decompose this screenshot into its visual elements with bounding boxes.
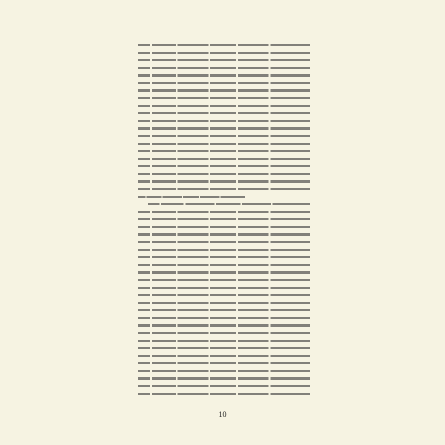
text-line — [138, 347, 310, 349]
text-line — [138, 135, 310, 137]
text-line — [138, 233, 310, 235]
text-line — [138, 324, 310, 326]
text-line — [138, 67, 310, 69]
text-line — [138, 158, 310, 160]
text-line — [138, 165, 310, 167]
text-line — [138, 264, 310, 266]
text-line — [138, 127, 310, 129]
text-line — [138, 150, 310, 152]
text-line — [138, 226, 310, 228]
text-line — [138, 188, 310, 190]
text-line — [138, 279, 310, 281]
text-line — [138, 362, 310, 364]
text-line — [138, 180, 310, 182]
text-line — [138, 74, 310, 76]
text-line — [138, 218, 310, 220]
text-line — [138, 249, 310, 251]
text-line — [138, 196, 245, 198]
text-line — [138, 241, 310, 243]
text-line — [138, 370, 310, 372]
text-line — [138, 211, 310, 213]
text-line — [138, 317, 310, 319]
text-line — [138, 340, 310, 342]
text-line — [138, 332, 310, 334]
text-line — [138, 173, 310, 175]
text-line — [138, 97, 310, 99]
body-text-block — [138, 44, 310, 400]
text-line — [138, 377, 310, 379]
page-number: 10 — [218, 410, 227, 419]
text-line — [138, 105, 310, 107]
text-line — [138, 302, 310, 304]
text-line — [138, 393, 310, 395]
text-line — [138, 294, 310, 296]
text-line — [138, 59, 310, 61]
text-line — [148, 203, 310, 205]
text-line — [138, 256, 310, 258]
text-line — [138, 385, 310, 387]
text-line — [138, 52, 310, 54]
text-line — [138, 287, 310, 289]
text-line — [138, 112, 310, 114]
text-line — [138, 271, 310, 273]
text-line — [138, 143, 310, 145]
text-line — [138, 355, 310, 357]
text-line — [138, 82, 310, 84]
text-line — [138, 309, 310, 311]
text-line — [138, 120, 310, 122]
text-line — [138, 44, 310, 46]
text-line — [138, 89, 310, 91]
